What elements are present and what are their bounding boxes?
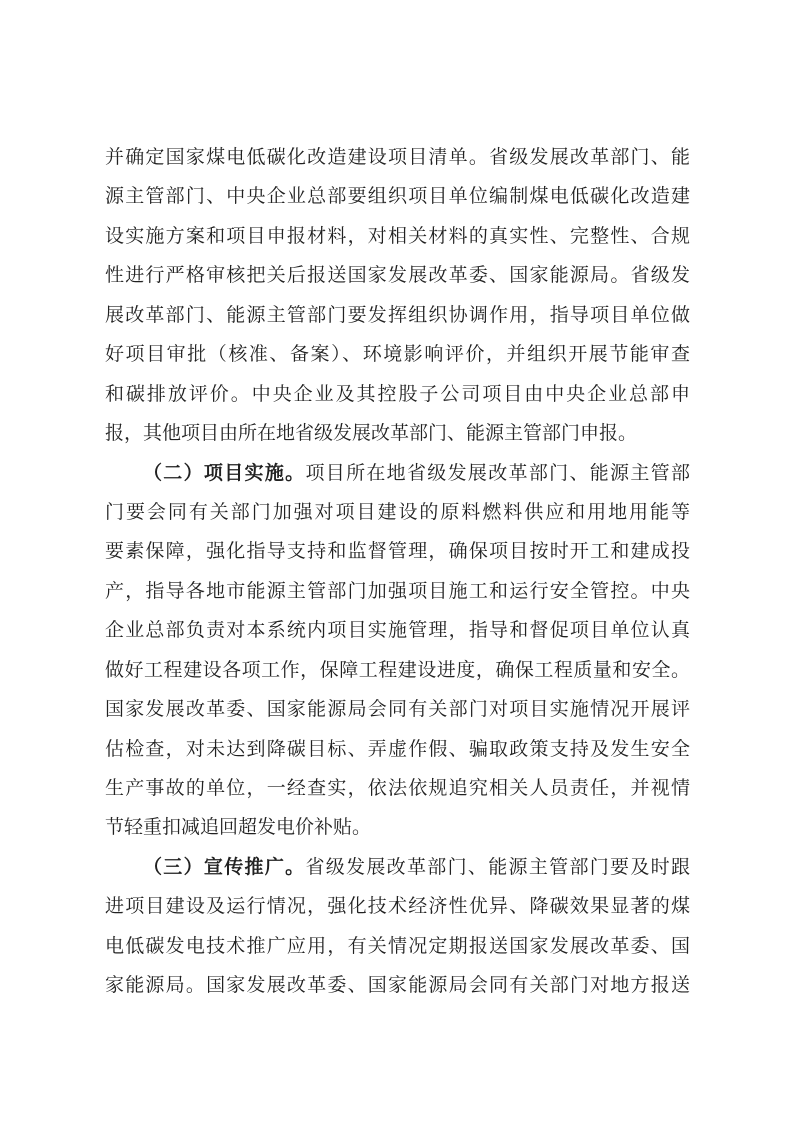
- body-text: 门要会同有关部门加强对项目建设的原料燃料供应和用地用能等: [105, 501, 690, 523]
- text-line: [105, 375, 690, 414]
- text-line: [105, 690, 690, 729]
- paragraph: [105, 454, 690, 848]
- body-text: 省级发展改革部门、能源主管部门要及时跟: [305, 856, 690, 878]
- text-line: [105, 454, 690, 493]
- text-line: [105, 532, 690, 571]
- body-text: 企业总部负责对本系统内项目实施管理，指导和督促项目单位认真: [105, 620, 690, 642]
- section-heading-text: （三）宣传推广。: [143, 856, 306, 878]
- body-text: 设实施方案和项目申报材料，对相关材料的真实性、完整性、合规: [105, 225, 690, 247]
- text-line: [105, 217, 690, 256]
- body-text: 好项目审批（核准、备案）、环境影响评价，并组织开展节能审查: [105, 344, 690, 366]
- section-heading-text: （二）项目实施。: [143, 462, 306, 484]
- text-line: [105, 966, 690, 1005]
- text-line: [105, 927, 690, 966]
- body-text: 国家发展改革委、国家能源局会同有关部门对项目实施情况开展评: [105, 699, 690, 721]
- text-line: [105, 572, 690, 611]
- body-text: 源主管部门、中央企业总部要组织项目单位编制煤电低碳化改造建: [105, 186, 690, 208]
- body-text: 项目所在地省级发展改革部门、能源主管部: [305, 462, 690, 484]
- body-text: 电低碳发电技术推广应用，有关情况定期报送国家发展改革委、国: [105, 935, 690, 957]
- body-text: 并确定国家煤电低碳化改造建设项目清单。省级发展改革部门、能: [105, 147, 690, 168]
- body-text: 估检查，对未达到降碳目标、弄虚作假、骗取政策支持及发生安全: [105, 738, 690, 760]
- text-line: [105, 256, 690, 295]
- body-text: 做好工程建设各项工作，保障工程建设进度，确保工程质量和安全。: [105, 659, 690, 681]
- text-line: [105, 414, 690, 453]
- body-text: 家能源局。国家发展改革委、国家能源局会同有关部门对地方报送: [105, 975, 690, 997]
- body-text: 报，其他项目由所在地省级发展改革部门、能源主管部门申报。: [105, 423, 638, 445]
- body-text: 要素保障，强化指导支持和监督管理，确保项目按时开工和建成投: [105, 541, 690, 563]
- body-text: 和碳排放评价。中央企业及其控股子公司项目由中央企业总部申: [105, 383, 690, 405]
- text-line: [105, 887, 690, 926]
- body-text: 性进行严格审核把关后报送国家发展改革委、国家能源局。省级发: [105, 265, 690, 287]
- text-line: [105, 808, 690, 847]
- body-text: 进项目建设及运行情况，强化技术经济性优异、降碳效果显著的煤: [105, 896, 690, 918]
- text-line: [105, 730, 690, 769]
- text-line: [105, 611, 690, 650]
- text-line: [105, 848, 690, 887]
- body-text: 产，指导各地市能源主管部门加强项目施工和运行安全管控。中央: [105, 580, 690, 602]
- paragraph: [105, 138, 690, 454]
- document-body: [105, 138, 690, 1006]
- paragraph: [105, 848, 690, 1006]
- body-text: 节轻重扣减追回超发电价补贴。: [105, 817, 372, 839]
- body-text: 生产事故的单位，一经查实，依法依规追究相关人员责任，并视情: [105, 778, 690, 799]
- text-line: [105, 335, 690, 374]
- body-text: 展改革部门、能源主管部门要发挥组织协调作用，指导项目单位做: [105, 304, 690, 326]
- text-line: [105, 493, 690, 532]
- text-line: [105, 138, 690, 177]
- text-line: [105, 651, 690, 690]
- text-line: [105, 769, 690, 808]
- text-line: [105, 177, 690, 216]
- text-line: [105, 296, 690, 335]
